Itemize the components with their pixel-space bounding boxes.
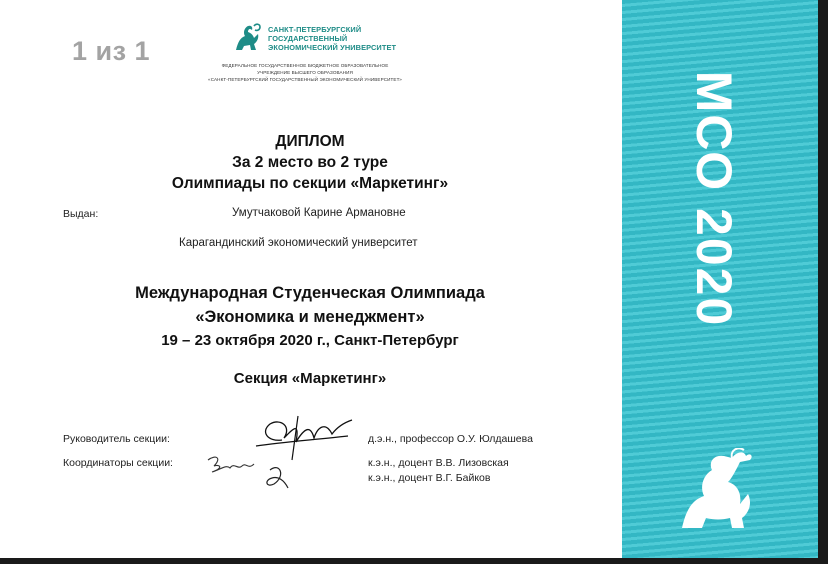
recipient-university: Карагандинский экономический университет [179, 237, 418, 249]
university-name-line: ЭКОНОМИЧЕСКИЙ УНИВЕРСИТЕТ [268, 43, 397, 52]
institution-line: «САНКТ-ПЕТЕРБУРГСКИЙ ГОСУДАРСТВЕННЫЙ ЭКОНОМИЧЕСКИЙ УНИВЕРСИТЕТ» [208, 77, 402, 82]
olympiad-dates: 19 – 23 октября 2020 г., Санкт-Петербург [161, 332, 459, 349]
coordinator-signature-icon [204, 448, 296, 494]
section-head-label: Руководитель секции: [63, 433, 170, 445]
section-head-name: д.э.н., профессор О.У. Юлдашева [368, 433, 533, 445]
viewer-frame [818, 0, 828, 564]
section-coordinators-label: Координаторы секции: [63, 457, 173, 469]
university-name-line: САНКТ-ПЕТЕРБУРГСКИЙ [268, 25, 362, 34]
olympiad-name: Международная Студенческая Олимпиада [135, 284, 485, 302]
diploma-title: ДИПЛОМ [275, 133, 345, 150]
university-name [268, 25, 396, 52]
institution-line: ФЕДЕРАЛЬНОЕ ГОСУДАРСТВЕННОЕ БЮДЖЕТНОЕ ОБРАЗОВАТЕЛЬНОЕ [221, 63, 389, 68]
university-name-line: ГОСУДАРСТВЕННЫЙ [268, 34, 348, 43]
diploma-place: За 2 место во 2 туре [232, 154, 388, 171]
recipient-name: Умутчаковой Карине Армановне [232, 207, 406, 219]
griffin-icon [674, 448, 764, 530]
coordinator-name-1: к.э.н., доцент В.В. Лизовская [368, 457, 509, 469]
diploma-section-line: Олимпиады по секции «Маркетинг» [171, 175, 449, 192]
institution-line: УЧРЕЖДЕНИЕ ВЫСШЕГО ОБРАЗОВАНИЯ [257, 70, 353, 75]
coordinator-name-2: к.э.н., доцент В.Г. Байков [368, 472, 491, 484]
university-logo-icon [232, 22, 264, 52]
page-indicator: 1 из 1 [72, 36, 151, 66]
olympiad-section: Секция «Маркетинг» [233, 370, 387, 387]
issued-label: Выдан: [63, 208, 99, 220]
olympiad-theme: «Экономика и менеджмент» [195, 308, 425, 326]
institution-caption [150, 62, 460, 83]
band-title: МСО 2020 [686, 70, 742, 328]
